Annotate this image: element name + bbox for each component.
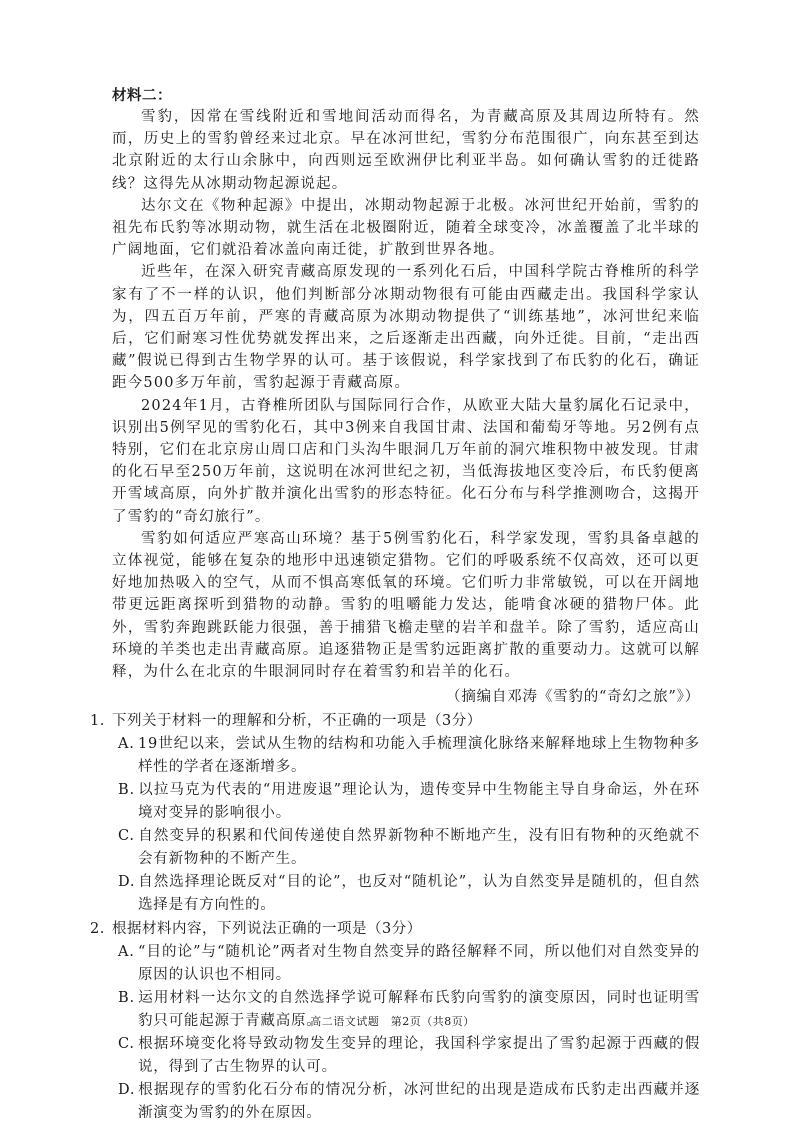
material-paragraph-5: 雪豹如何适应严寒高山环境？基于5例雪豹化石，科学家发现，雪豹具备卓越的立体视觉，能够在复杂的地形中迅速锁定猎物。它们的呼吸系统不仅高效，还可以更好地加热吸入的空气，从而不惧高寒低氧的环境。它们听力非常敏锐，可以在开阔地带更远距离探听到猎物的动静。雪豹的咀嚼能力发达，能啃食冰硬的猎物尸体。此外，雪豹奔跑跳跃能力很强，善于捕猎飞檐走壁的岩羊和盘羊。除了雪豹，适应高山环境的羊类也走出青藏高原。追逐猎物正是雪豹远距离扩散的重要动力。这就可以解释，为什么在北京的牛眼洞同时存在着雪豹和岩羊的化石。 — [112, 530, 700, 681]
option-letter: B. — [118, 990, 135, 1007]
question-2-number: 2. — [90, 921, 105, 938]
question-1-option-b — [118, 779, 700, 825]
question-2-option-c — [118, 1033, 700, 1079]
option-letter: C. — [118, 1036, 135, 1053]
question-1-text: 下列关于材料一的理解和分析，不正确的一项是（3分） — [112, 713, 482, 730]
question-2-text: 根据材料内容，下列说法正确的一项是（3分） — [112, 921, 422, 938]
option-text: 运用材料一达尔文的自然选择学说可解释布氏豹向雪豹的演变原因，同时也证明雪豹只可能起源于青藏高原。 — [138, 990, 700, 1030]
material-paragraph-1: 雪豹，因常在雪线附近和雪地间活动而得名，为青藏高原及其周边所特有。然而，历史上的雪豹曾经来过北京。早在冰河世纪，雪豹分布范围很广，向东甚至到达北京附近的太行山余脉中，向西则远至欧洲伊比利亚半岛。如何确认雪豹的迁徙路线？这得先从冰期动物起源说起。 — [112, 109, 700, 192]
material-paragraph-4: 2024年1月，古脊椎所团队与国际同行合作，从欧亚大陆大量豹属化石记录中，识别出5例罕见的雪豹化石，其中3例来自我国甘肃、法国和葡萄牙等地。另2例有点特别，它们在北京房山周口店和门头沟牛眼洞几万年前的洞穴堆积物中被发现。甘肃的化石早至250万年前，这说明在冰河世纪之初，当低海拔地区变冷后，布氏豹便离开雪域高原，向外扩散并演化出雪豹的形态特征。化石分布与科学推测吻合，这揭开了雪豹的“奇幻旅行”。 — [112, 397, 700, 525]
option-text: 根据现存的雪豹化石分布的情况分析，冰河世纪的出现是造成布氏豹走出西藏并逐渐演变为雪豹的外在原因。 — [138, 1082, 700, 1122]
option-letter: D. — [118, 874, 136, 891]
question-1-stem — [90, 709, 700, 733]
option-text: 19世纪以来，尝试从生物的结构和功能入手梳理演化脉络来解释地球上生物物种多样性的学者在逐渐增多。 — [138, 736, 700, 776]
page-footer: 高二语文试题 第2页（共8页） — [310, 1015, 475, 1028]
option-letter: C. — [118, 828, 135, 845]
page-content — [90, 86, 700, 1125]
material-paragraph-3: 近些年，在深入研究青藏高原发现的一系列化石后，中国科学院古脊椎所的科学家有了不一样的认识，他们判断部分冰期动物很有可能由西藏走出。我国科学家认为，四五百万年前，严寒的青藏高原为冰期动物提供了“训练基地”，冰河世纪来临后，它们耐寒习性优势就发挥出来，之后逐渐走出西藏，向外迁徙。目前，“走出西藏”假说已得到古生物学界的认可。基于该假说，科学家找到了布氏豹的化石，确证距今500多万年前，雪豹起源于青藏高原。 — [112, 264, 700, 392]
question-2-stem — [90, 917, 700, 941]
option-text: 自然选择理论既反对“目的论”，也反对“随机论”，认为自然变异是随机的，但自然选择是有方向性的。 — [138, 874, 700, 914]
question-1-option-d — [118, 871, 700, 917]
question-1-option-a — [118, 733, 700, 779]
question-2-option-a — [118, 941, 700, 987]
option-text: 自然变异的积累和代间传递使自然界新物种不断地产生，没有旧有物种的灭绝就不会有新物种的不断产生。 — [138, 828, 700, 868]
material-paragraph-2: 达尔文在《物种起源》中提出，冰期动物起源于北极。冰河世纪开始前，雪豹的祖先布氏豹等冰期动物，就生活在北极圈附近，随着全球变冷，冰盖覆盖了北半球的广阔地面，它们就沿着冰盖向南迁徙，扩散到世界各地。 — [112, 197, 700, 259]
option-letter: B. — [118, 782, 135, 799]
material-title: 材料二： — [112, 87, 172, 104]
option-text: “目的论”与“随机论”两者对生物自然变异的路径解释不同，所以他们对自然变异的原因的认识也不相同。 — [138, 944, 700, 984]
option-letter: A. — [118, 736, 135, 753]
question-1-number: 1. — [90, 713, 105, 730]
question-1 — [90, 709, 700, 917]
material-source: （摘编自邓涛《雪豹的“奇幻之旅”》） — [446, 689, 700, 706]
option-letter: A. — [118, 944, 135, 961]
option-letter: D. — [118, 1082, 136, 1099]
option-text: 根据环境变化将导致动物发生变异的理论，我国科学家提出了雪豹起源于西藏的假说，得到了古生物界的认可。 — [138, 1036, 700, 1076]
question-1-option-c — [118, 825, 700, 871]
option-text: 以拉马克为代表的“用进废退”理论认为，遗传变异中生物能主导自身命运，外在环境对变异的影响很小。 — [138, 782, 700, 822]
question-2-option-d — [118, 1079, 700, 1125]
